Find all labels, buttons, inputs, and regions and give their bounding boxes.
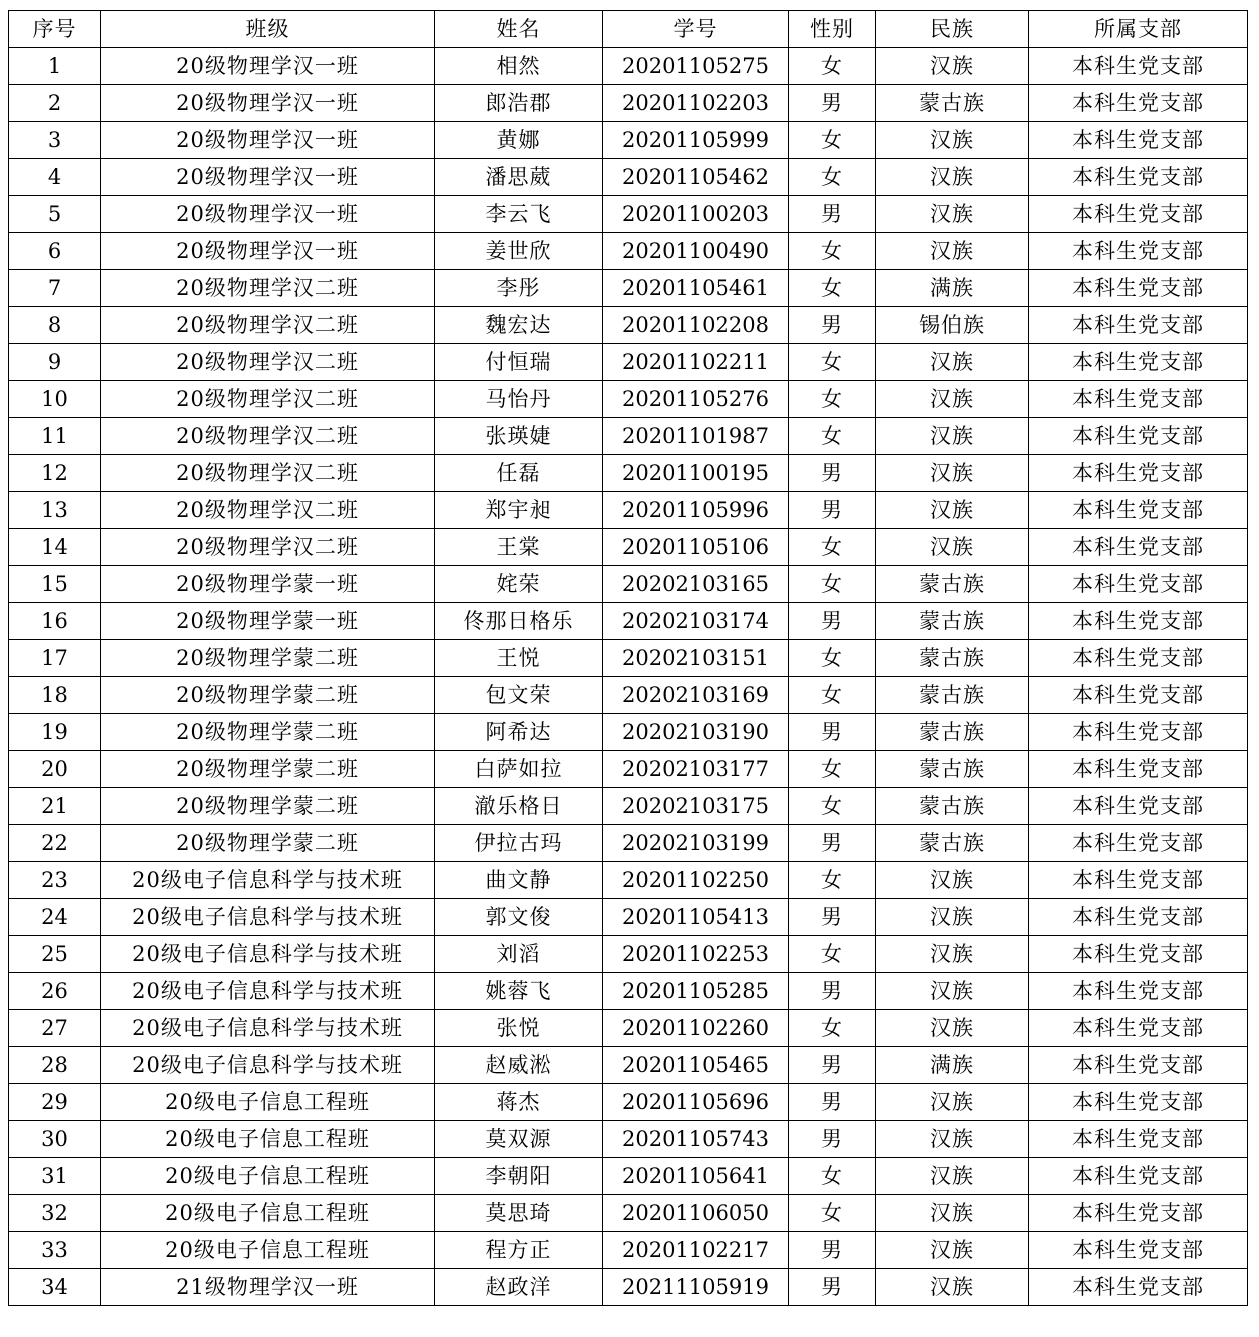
student-id-cell: 20201105641 (603, 1158, 789, 1195)
gender-cell: 女 (789, 270, 876, 307)
ethnicity-cell: 汉族 (876, 492, 1029, 529)
table-row (9, 899, 1248, 936)
student-id-cell: 20201105696 (603, 1084, 789, 1121)
table-row (9, 492, 1248, 529)
class-cell: 20级物理学蒙一班 (101, 603, 435, 640)
row-index: 33 (9, 1232, 101, 1269)
table-row (9, 1269, 1248, 1306)
table-row (9, 48, 1248, 85)
ethnicity-cell: 蒙古族 (876, 677, 1029, 714)
gender-cell: 男 (789, 1232, 876, 1269)
ethnicity-cell: 蒙古族 (876, 751, 1029, 788)
table-row (9, 1010, 1248, 1047)
branch-cell: 本科生党支部 (1029, 381, 1248, 418)
table-row (9, 122, 1248, 159)
row-index: 6 (9, 233, 101, 270)
row-index: 19 (9, 714, 101, 751)
branch-cell: 本科生党支部 (1029, 751, 1248, 788)
ethnicity-cell: 汉族 (876, 936, 1029, 973)
row-index: 9 (9, 344, 101, 381)
row-index: 30 (9, 1121, 101, 1158)
branch-cell: 本科生党支部 (1029, 1232, 1248, 1269)
branch-cell: 本科生党支部 (1029, 48, 1248, 85)
ethnicity-cell: 汉族 (876, 381, 1029, 418)
row-index: 4 (9, 159, 101, 196)
ethnicity-cell: 汉族 (876, 1121, 1029, 1158)
class-cell: 20级物理学汉二班 (101, 270, 435, 307)
class-cell: 20级电子信息科学与技术班 (101, 1010, 435, 1047)
row-index: 12 (9, 455, 101, 492)
row-index: 8 (9, 307, 101, 344)
class-cell: 20级物理学汉二班 (101, 418, 435, 455)
table-row (9, 566, 1248, 603)
class-cell: 20级物理学汉一班 (101, 85, 435, 122)
name-cell: 李朝阳 (435, 1158, 603, 1195)
branch-cell: 本科生党支部 (1029, 1195, 1248, 1232)
student-id-cell: 20201105996 (603, 492, 789, 529)
student-id-cell: 20202103169 (603, 677, 789, 714)
name-cell: 刘滔 (435, 936, 603, 973)
student-id-cell: 20202103174 (603, 603, 789, 640)
row-index: 23 (9, 862, 101, 899)
branch-cell: 本科生党支部 (1029, 159, 1248, 196)
gender-cell: 女 (789, 418, 876, 455)
table-row (9, 1121, 1248, 1158)
name-cell: 郑宇昶 (435, 492, 603, 529)
branch-cell: 本科生党支部 (1029, 714, 1248, 751)
name-cell: 姚蓉飞 (435, 973, 603, 1010)
branch-cell: 本科生党支部 (1029, 1084, 1248, 1121)
student-id-cell: 20202103177 (603, 751, 789, 788)
header-gender: 性别 (789, 11, 876, 48)
class-cell: 20级物理学蒙二班 (101, 640, 435, 677)
row-index: 28 (9, 1047, 101, 1084)
row-index: 31 (9, 1158, 101, 1195)
gender-cell: 男 (789, 85, 876, 122)
name-cell: 伊拉古玛 (435, 825, 603, 862)
class-cell: 20级电子信息科学与技术班 (101, 899, 435, 936)
name-cell: 王悦 (435, 640, 603, 677)
student-id-cell: 20201105462 (603, 159, 789, 196)
name-cell: 澈乐格日 (435, 788, 603, 825)
gender-cell: 女 (789, 751, 876, 788)
table-row (9, 418, 1248, 455)
gender-cell: 女 (789, 48, 876, 85)
class-cell: 20级电子信息工程班 (101, 1232, 435, 1269)
table-row (9, 1195, 1248, 1232)
branch-cell: 本科生党支部 (1029, 455, 1248, 492)
student-id-cell: 20201102253 (603, 936, 789, 973)
row-index: 14 (9, 529, 101, 566)
branch-cell: 本科生党支部 (1029, 1158, 1248, 1195)
student-id-cell: 20211105919 (603, 1269, 789, 1306)
row-index: 5 (9, 196, 101, 233)
gender-cell: 女 (789, 677, 876, 714)
name-cell: 相然 (435, 48, 603, 85)
branch-cell: 本科生党支部 (1029, 1010, 1248, 1047)
name-cell: 莫思琦 (435, 1195, 603, 1232)
student-id-cell: 20201102203 (603, 85, 789, 122)
ethnicity-cell: 汉族 (876, 1010, 1029, 1047)
table-row (9, 270, 1248, 307)
ethnicity-cell: 汉族 (876, 1232, 1029, 1269)
branch-cell: 本科生党支部 (1029, 566, 1248, 603)
branch-cell: 本科生党支部 (1029, 233, 1248, 270)
class-cell: 21级物理学汉一班 (101, 1269, 435, 1306)
header-ethnicity: 民族 (876, 11, 1029, 48)
name-cell: 白萨如拉 (435, 751, 603, 788)
name-cell: 郭文俊 (435, 899, 603, 936)
row-index: 29 (9, 1084, 101, 1121)
ethnicity-cell: 满族 (876, 270, 1029, 307)
class-cell: 20级物理学汉二班 (101, 344, 435, 381)
table-row (9, 307, 1248, 344)
branch-cell: 本科生党支部 (1029, 603, 1248, 640)
branch-cell: 本科生党支部 (1029, 936, 1248, 973)
ethnicity-cell: 蒙古族 (876, 825, 1029, 862)
name-cell: 任磊 (435, 455, 603, 492)
branch-cell: 本科生党支部 (1029, 677, 1248, 714)
student-id-cell: 20202103151 (603, 640, 789, 677)
table-row (9, 1084, 1248, 1121)
row-index: 7 (9, 270, 101, 307)
class-cell: 20级电子信息工程班 (101, 1195, 435, 1232)
gender-cell: 女 (789, 1195, 876, 1232)
student-id-cell: 20202103199 (603, 825, 789, 862)
branch-cell: 本科生党支部 (1029, 85, 1248, 122)
gender-cell: 女 (789, 381, 876, 418)
student-id-cell: 20202103190 (603, 714, 789, 751)
student-id-cell: 20201105461 (603, 270, 789, 307)
table-row (9, 603, 1248, 640)
header-name: 姓名 (435, 11, 603, 48)
ethnicity-cell: 汉族 (876, 1084, 1029, 1121)
gender-cell: 男 (789, 196, 876, 233)
gender-cell: 女 (789, 566, 876, 603)
name-cell: 潘思葳 (435, 159, 603, 196)
row-index: 26 (9, 973, 101, 1010)
student-id-cell: 20201105276 (603, 381, 789, 418)
gender-cell: 男 (789, 1121, 876, 1158)
class-cell: 20级物理学蒙一班 (101, 566, 435, 603)
ethnicity-cell: 蒙古族 (876, 714, 1029, 751)
row-index: 17 (9, 640, 101, 677)
student-id-cell: 20201102211 (603, 344, 789, 381)
class-cell: 20级物理学蒙二班 (101, 825, 435, 862)
branch-cell: 本科生党支部 (1029, 344, 1248, 381)
class-cell: 20级物理学汉二班 (101, 455, 435, 492)
gender-cell: 男 (789, 973, 876, 1010)
name-cell: 张瑛婕 (435, 418, 603, 455)
row-index: 22 (9, 825, 101, 862)
ethnicity-cell: 汉族 (876, 1195, 1029, 1232)
table-row (9, 677, 1248, 714)
branch-cell: 本科生党支部 (1029, 899, 1248, 936)
branch-cell: 本科生党支部 (1029, 1269, 1248, 1306)
gender-cell: 女 (789, 936, 876, 973)
ethnicity-cell: 蒙古族 (876, 603, 1029, 640)
class-cell: 20级物理学汉二班 (101, 492, 435, 529)
class-cell: 20级物理学汉一班 (101, 159, 435, 196)
student-id-cell: 20201102260 (603, 1010, 789, 1047)
name-cell: 包文荣 (435, 677, 603, 714)
ethnicity-cell: 蒙古族 (876, 85, 1029, 122)
table-row (9, 233, 1248, 270)
table-row (9, 1232, 1248, 1269)
student-id-cell: 20201101987 (603, 418, 789, 455)
class-cell: 20级物理学汉一班 (101, 48, 435, 85)
gender-cell: 女 (789, 344, 876, 381)
header-branch: 所属支部 (1029, 11, 1248, 48)
student-id-cell: 20201100195 (603, 455, 789, 492)
table-row (9, 862, 1248, 899)
gender-cell: 女 (789, 862, 876, 899)
name-cell: 程方正 (435, 1232, 603, 1269)
class-cell: 20级电子信息科学与技术班 (101, 1047, 435, 1084)
class-cell: 20级电子信息科学与技术班 (101, 973, 435, 1010)
gender-cell: 男 (789, 714, 876, 751)
branch-cell: 本科生党支部 (1029, 529, 1248, 566)
ethnicity-cell: 汉族 (876, 122, 1029, 159)
student-id-cell: 20201102217 (603, 1232, 789, 1269)
gender-cell: 女 (789, 788, 876, 825)
name-cell: 王棠 (435, 529, 603, 566)
row-index: 24 (9, 899, 101, 936)
gender-cell: 男 (789, 1084, 876, 1121)
row-index: 25 (9, 936, 101, 973)
row-index: 3 (9, 122, 101, 159)
table-row (9, 344, 1248, 381)
name-cell: 魏宏达 (435, 307, 603, 344)
student-id-cell: 20201102250 (603, 862, 789, 899)
gender-cell: 男 (789, 1047, 876, 1084)
branch-cell: 本科生党支部 (1029, 196, 1248, 233)
ethnicity-cell: 汉族 (876, 973, 1029, 1010)
table-row (9, 1047, 1248, 1084)
class-cell: 20级物理学蒙二班 (101, 714, 435, 751)
row-index: 11 (9, 418, 101, 455)
ethnicity-cell: 汉族 (876, 862, 1029, 899)
header-index: 序号 (9, 11, 101, 48)
row-index: 10 (9, 381, 101, 418)
table-row (9, 973, 1248, 1010)
ethnicity-cell: 锡伯族 (876, 307, 1029, 344)
class-cell: 20级电子信息工程班 (101, 1158, 435, 1195)
table-row (9, 455, 1248, 492)
student-id-cell: 20201106050 (603, 1195, 789, 1232)
class-cell: 20级电子信息工程班 (101, 1084, 435, 1121)
table-row (9, 751, 1248, 788)
ethnicity-cell: 汉族 (876, 48, 1029, 85)
name-cell: 马怡丹 (435, 381, 603, 418)
class-cell: 20级电子信息科学与技术班 (101, 936, 435, 973)
table-row (9, 381, 1248, 418)
student-id-cell: 20201105413 (603, 899, 789, 936)
gender-cell: 男 (789, 307, 876, 344)
class-cell: 20级物理学蒙二班 (101, 788, 435, 825)
branch-cell: 本科生党支部 (1029, 862, 1248, 899)
branch-cell: 本科生党支部 (1029, 270, 1248, 307)
gender-cell: 男 (789, 455, 876, 492)
branch-cell: 本科生党支部 (1029, 825, 1248, 862)
row-index: 1 (9, 48, 101, 85)
class-cell: 20级物理学汉一班 (101, 196, 435, 233)
header-student-id: 学号 (603, 11, 789, 48)
ethnicity-cell: 汉族 (876, 196, 1029, 233)
student-id-cell: 20201100203 (603, 196, 789, 233)
student-id-cell: 20201102208 (603, 307, 789, 344)
name-cell: 赵政洋 (435, 1269, 603, 1306)
table-row (9, 1158, 1248, 1195)
header-row (9, 11, 1248, 48)
branch-cell: 本科生党支部 (1029, 418, 1248, 455)
ethnicity-cell: 蒙古族 (876, 640, 1029, 677)
header-class: 班级 (101, 11, 435, 48)
student-id-cell: 20201100490 (603, 233, 789, 270)
row-index: 2 (9, 85, 101, 122)
name-cell: 赵威淞 (435, 1047, 603, 1084)
gender-cell: 男 (789, 603, 876, 640)
ethnicity-cell: 汉族 (876, 1269, 1029, 1306)
name-cell: 姜世欣 (435, 233, 603, 270)
table-row (9, 788, 1248, 825)
gender-cell: 女 (789, 233, 876, 270)
class-cell: 20级电子信息科学与技术班 (101, 862, 435, 899)
row-index: 20 (9, 751, 101, 788)
table-row (9, 825, 1248, 862)
ethnicity-cell: 汉族 (876, 455, 1029, 492)
class-cell: 20级物理学汉二班 (101, 381, 435, 418)
branch-cell: 本科生党支部 (1029, 788, 1248, 825)
ethnicity-cell: 汉族 (876, 233, 1029, 270)
name-cell: 郎浩郡 (435, 85, 603, 122)
student-id-cell: 20201105465 (603, 1047, 789, 1084)
member-table (8, 10, 1248, 1306)
gender-cell: 男 (789, 492, 876, 529)
class-cell: 20级物理学汉二班 (101, 529, 435, 566)
student-id-cell: 20201105285 (603, 973, 789, 1010)
row-index: 18 (9, 677, 101, 714)
gender-cell: 女 (789, 640, 876, 677)
table-row (9, 159, 1248, 196)
branch-cell: 本科生党支部 (1029, 640, 1248, 677)
branch-cell: 本科生党支部 (1029, 1121, 1248, 1158)
gender-cell: 女 (789, 529, 876, 566)
class-cell: 20级物理学汉一班 (101, 233, 435, 270)
branch-cell: 本科生党支部 (1029, 122, 1248, 159)
name-cell: 姹荣 (435, 566, 603, 603)
row-index: 27 (9, 1010, 101, 1047)
name-cell: 阿希达 (435, 714, 603, 751)
gender-cell: 女 (789, 122, 876, 159)
gender-cell: 男 (789, 1269, 876, 1306)
gender-cell: 女 (789, 159, 876, 196)
row-index: 21 (9, 788, 101, 825)
table-row (9, 936, 1248, 973)
row-index: 13 (9, 492, 101, 529)
student-id-cell: 20201105743 (603, 1121, 789, 1158)
gender-cell: 男 (789, 825, 876, 862)
class-cell: 20级电子信息工程班 (101, 1121, 435, 1158)
table-row (9, 529, 1248, 566)
student-id-cell: 20201105275 (603, 48, 789, 85)
ethnicity-cell: 汉族 (876, 1158, 1029, 1195)
name-cell: 佟那日格乐 (435, 603, 603, 640)
ethnicity-cell: 汉族 (876, 344, 1029, 381)
name-cell: 李彤 (435, 270, 603, 307)
name-cell: 莫双源 (435, 1121, 603, 1158)
gender-cell: 女 (789, 1158, 876, 1195)
gender-cell: 男 (789, 899, 876, 936)
ethnicity-cell: 满族 (876, 1047, 1029, 1084)
row-index: 34 (9, 1269, 101, 1306)
table-row (9, 196, 1248, 233)
student-id-cell: 20202103165 (603, 566, 789, 603)
table-row (9, 714, 1248, 751)
branch-cell: 本科生党支部 (1029, 1047, 1248, 1084)
ethnicity-cell: 汉族 (876, 899, 1029, 936)
student-id-cell: 20201105999 (603, 122, 789, 159)
branch-cell: 本科生党支部 (1029, 973, 1248, 1010)
name-cell: 付恒瑞 (435, 344, 603, 381)
ethnicity-cell: 蒙古族 (876, 566, 1029, 603)
row-index: 16 (9, 603, 101, 640)
name-cell: 黄娜 (435, 122, 603, 159)
class-cell: 20级物理学汉一班 (101, 122, 435, 159)
name-cell: 曲文静 (435, 862, 603, 899)
student-id-cell: 20201105106 (603, 529, 789, 566)
class-cell: 20级物理学蒙二班 (101, 677, 435, 714)
name-cell: 李云飞 (435, 196, 603, 233)
ethnicity-cell: 汉族 (876, 529, 1029, 566)
class-cell: 20级物理学蒙二班 (101, 751, 435, 788)
name-cell: 张悦 (435, 1010, 603, 1047)
branch-cell: 本科生党支部 (1029, 492, 1248, 529)
row-index: 32 (9, 1195, 101, 1232)
branch-cell: 本科生党支部 (1029, 307, 1248, 344)
table-row (9, 640, 1248, 677)
ethnicity-cell: 汉族 (876, 159, 1029, 196)
gender-cell: 女 (789, 1010, 876, 1047)
table-row (9, 85, 1248, 122)
ethnicity-cell: 蒙古族 (876, 788, 1029, 825)
name-cell: 蒋杰 (435, 1084, 603, 1121)
class-cell: 20级物理学汉二班 (101, 307, 435, 344)
ethnicity-cell: 汉族 (876, 418, 1029, 455)
student-id-cell: 20202103175 (603, 788, 789, 825)
row-index: 15 (9, 566, 101, 603)
